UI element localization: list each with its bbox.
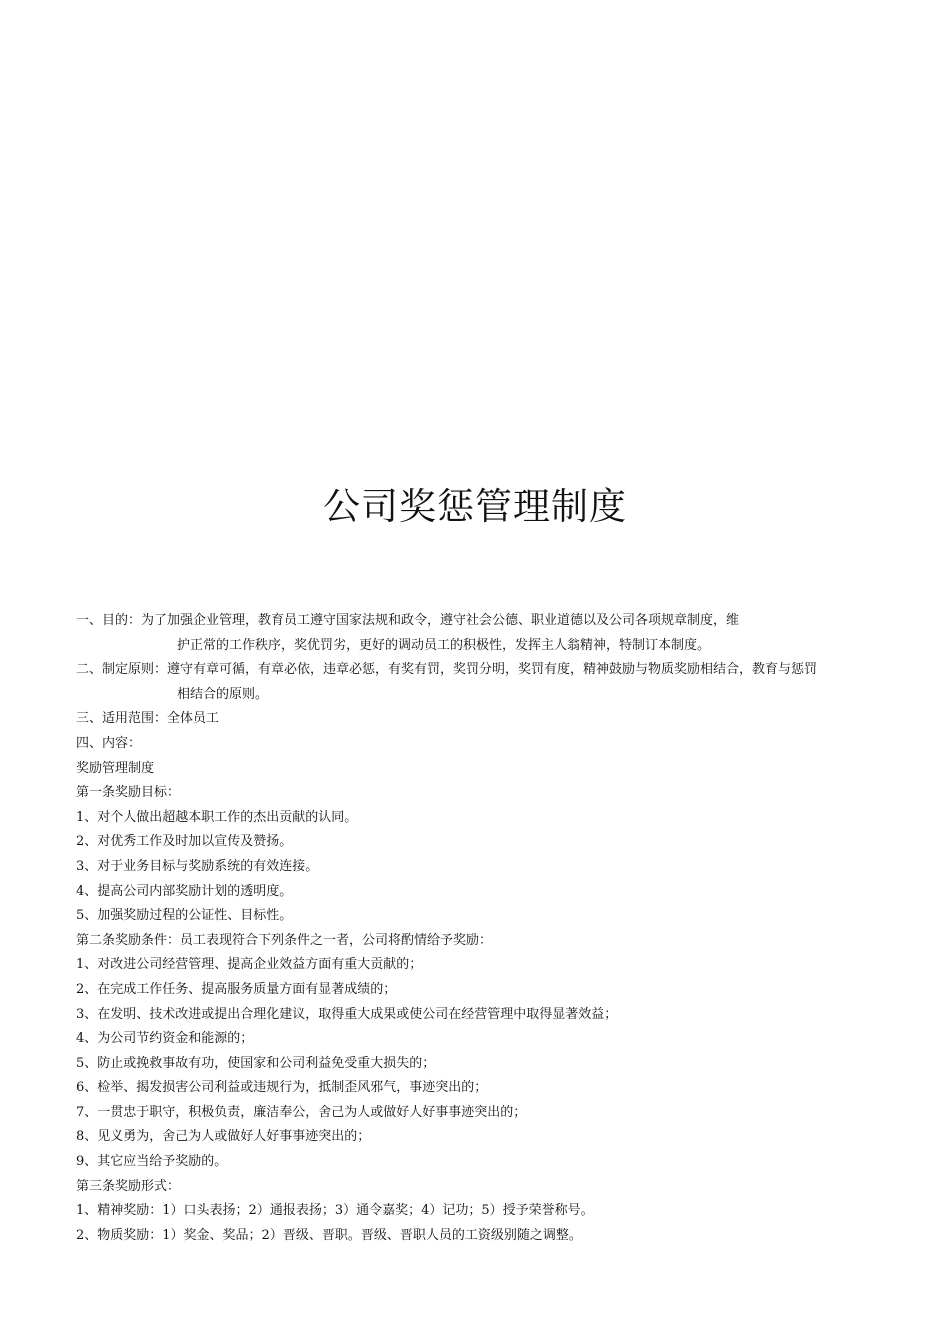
- list-item: 1、对个人做出超越本职工作的杰出贡献的认同。: [76, 809, 358, 825]
- list-item: 6、检举、揭发损害公司利益或违规行为，抵制歪风邪气，事迹突出的；: [76, 1080, 488, 1096]
- purpose-line-1: 一、目的：为了加强企业管理，教育员工遵守国家法规和政令，遵守社会公德、职业道德以及公司各项规章制度，维: [76, 613, 740, 628]
- principle-line-2: 相结合的原则。: [177, 686, 269, 702]
- list-item: 2、对优秀工作及时加以宣传及赞扬。: [76, 834, 293, 850]
- list-item: 8、见义勇为，舍己为人或做好人好事事迹突出的；: [76, 1129, 371, 1145]
- principle-line-1: 二、制定原则：遵守有章可循，有章必依，违章必惩，有奖有罚，奖罚分明，奖罚有度，精神鼓励与物质奖励相结合，教育与惩罚: [76, 662, 818, 678]
- list-item: 7、一贯忠于职守，积极负责，廉洁奉公，舍己为人或做好人好事事迹突出的；: [76, 1104, 527, 1120]
- document-body: [76, 609, 876, 1248]
- list-item: 4、为公司节约资金和能源的；: [76, 1031, 254, 1047]
- list-item: 9、其它应当给予奖励的。: [76, 1154, 228, 1170]
- article-2-heading: 第二条奖励条件：员工表现符合下列条件之一者，公司将酌情给予奖励：: [76, 932, 493, 948]
- article-3-heading: 第三条奖励形式：: [76, 1178, 181, 1194]
- list-item: 5、防止或挽救事故有功，使国家和公司利益免受重大损失的；: [76, 1055, 436, 1071]
- list-item: 2、在完成工作任务、提高服务质量方面有显著成绩的；: [76, 981, 397, 997]
- list-item: 1、精神奖励：1）口头表扬；2）通报表扬；3）通令嘉奖；4）记功；5）授予荣誉称号。: [76, 1203, 594, 1219]
- list-item: 3、对于业务目标与奖励系统的有效连接。: [76, 858, 319, 874]
- list-item: 2、物质奖励：1）奖金、奖品；2）晋级、晋职。晋级、晋职人员的工资级别随之调整。: [76, 1227, 582, 1243]
- purpose-line-2: 护正常的工作秩序，奖优罚劣，更好的调动员工的积极性，发挥主人翁精神，特制订本制度。: [177, 637, 711, 653]
- content-heading: 四、内容：: [76, 735, 142, 751]
- list-item: 1、对改进公司经营管理、提高企业效益方面有重大贡献的；: [76, 957, 423, 973]
- list-item: 3、在发明、技术改进或提出合理化建议，取得重大成果或使公司在经营管理中取得显著效益；: [76, 1006, 618, 1022]
- document-title: 公司奖惩管理制度: [323, 485, 627, 528]
- list-item: 5、加强奖励过程的公证性、目标性。: [76, 908, 293, 924]
- list-item: 4、提高公司内部奖励计划的透明度。: [76, 883, 293, 899]
- reward-system-heading: 奖励管理制度: [76, 760, 155, 776]
- article-1-heading: 第一条奖励目标：: [76, 785, 181, 801]
- scope-line: 三、适用范围：全体员工: [76, 711, 220, 727]
